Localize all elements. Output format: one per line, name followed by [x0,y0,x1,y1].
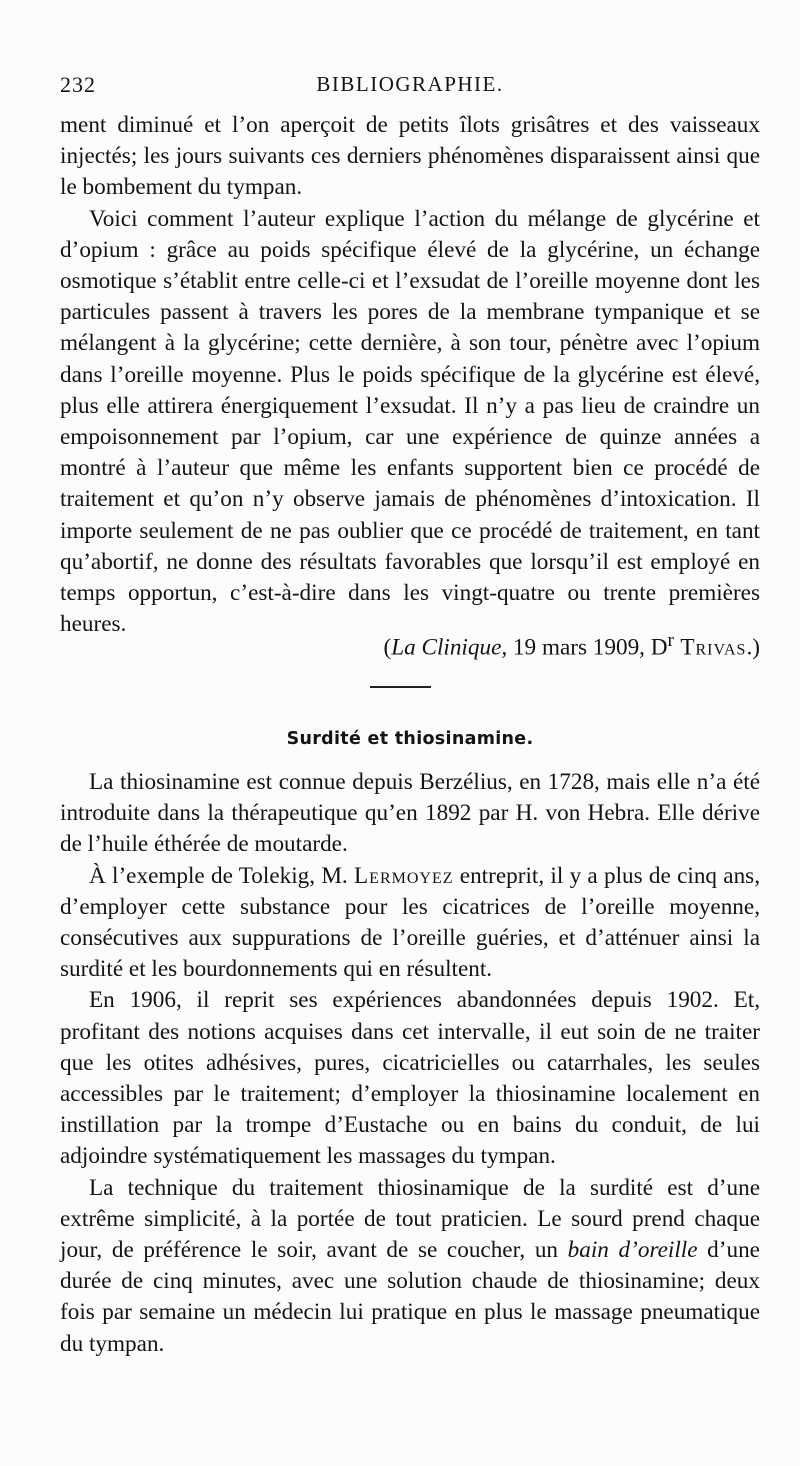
paragraph: Voici comment l’auteur explique l’action du mélange de glycérine et d’opium : grâce au poids spécifique élevé de la glycérine, un échange osmotique s’établit entre celle-ci et l’exsudat de l’oreille moyenne dont les particules passent à travers les pores de la membrane tympanique et se mélangent à la glycérine; cette dernière, à son tour, pénètre avec l’opium dans l’oreille moyenne. Plus le poids spécifique de la glycérine est élevé, plus elle attirera énergiquement l’exsudat. Il n’y a pas lieu de craindre un empoisonnement par l’opium, car une expérience de quinze années a montré à l’auteur que même les enfants supportent bien ce procédé de traitement et qu’on n’y observe jamais de phénomènes d’intoxication. Il importe seulement de ne pas oublier que ce procédé de traitement, en tant qu’abortif, ne donne des résultats favorables que lorsqu’il est employé en temps opportun, c’est-à-dire dans les vingt-quatre ou trente premières heures. [60,205,760,638]
citation-date: 19 mars 1909, D [507,634,668,661]
section-title: Surdité et thiosinamine. [286,729,534,749]
page-number: 232 [60,72,96,97]
paragraph [60,1173,760,1360]
author-name: Lermoyez [354,862,454,889]
paragraph: En 1906, il reprit ses expériences abandonnées depuis 1902. Et, profitant des notions acquises dans cet intervalle, il eut soin de ne traiter que les otites adhésives, pures, cicatricielles ou catarrhales, les seules accessibles par le traitement; d’employer la thiosinamine localement en instillation par la trompe d’Eustache ou en bains du conduit, de lui adjoindre systématiquement les massages du tympan. [60,987,760,1170]
article-body-1 [60,110,760,640]
running-title: BIBLIOGRAPHIE. [316,72,504,96]
citation [60,625,760,664]
page-header [60,72,760,102]
section-divider [370,686,431,688]
citation-journal: La Clinique, [391,634,508,661]
paragraph: ment diminué et l’on aperçoit de petits îlots grisâtres et des vaisseaux injectés; les jours suivants ces derniers phénomènes disparaissent ainsi que le bombement du tympan. [60,112,760,201]
text-run: La technique du traitement thiosinamique de la surdité est d’une extrême simplicité, à la portée de tout praticien. Le sourd prend chaque jour, de préférence le soir, avant de se coucher, un [60,1174,760,1264]
citation-author: Trivas [673,634,747,661]
citation-open: ( [383,634,392,661]
text-run: À l’exemple de Tolekig, M. [89,862,355,889]
article-body-2 [60,767,760,1360]
italic-term: bain d’oreille [567,1237,698,1264]
citation-close: .) [746,634,760,661]
text-run: d’une durée de cinq minutes, avec une solution chaude de thiosinamine; deux fois par semaine un médecin lui pratique en plus le massage pneumatique du tympan. [60,1237,760,1357]
paragraph [60,861,760,986]
text-run: entreprit, il y a plus de cinq ans, d’employer cette substance pour les cicatrices de l’oreille moyenne, consécutives aux suppurations de l’oreille guéries, et d’atténuer ainsi la surdité et les bourdonnements qui en résultent. [60,862,760,983]
paragraph: La thiosinamine est connue depuis Berzélius, en 1728, mais elle n’a été introduite dans la thérapeutique qu’en 1892 par H. von Hebra. Elle dérive de l’huile éthérée de moutarde. [60,769,760,858]
citation-dr-sup: r [667,630,674,651]
